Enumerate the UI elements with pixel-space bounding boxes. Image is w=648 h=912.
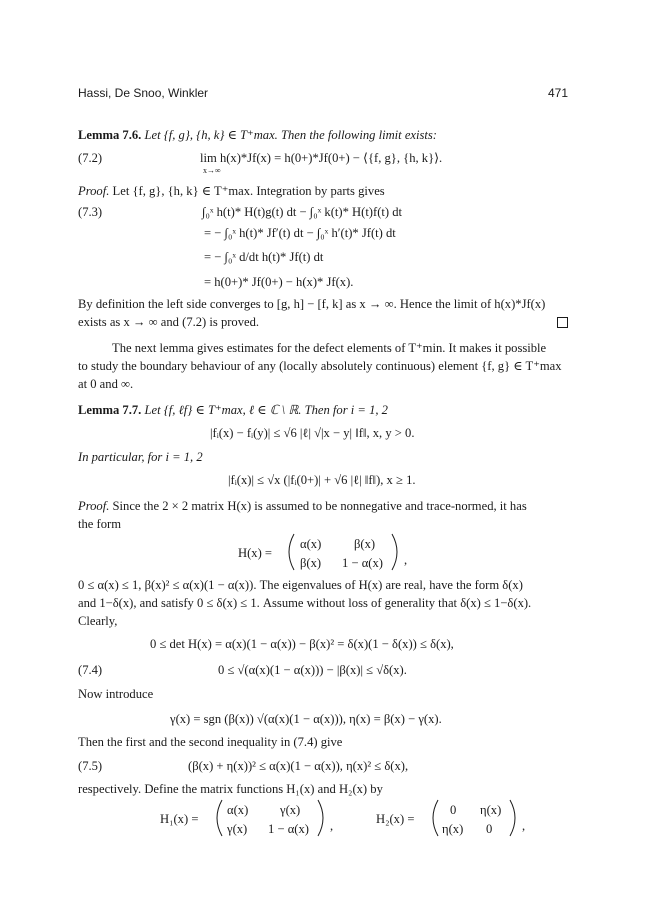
inequality-2: |fᵢ(x)| ≤ √x (|fᵢ(0+)| + √6 |ℓ| ‖f‖), x ≥ 1. [228, 473, 416, 487]
comma: , [330, 819, 334, 833]
right-paren [318, 800, 323, 836]
proof-intro [78, 185, 385, 198]
equation-number: (7.4) [78, 663, 103, 677]
matrix-cell: 0 [486, 822, 493, 836]
lemma-title: Lemma 7.6. [78, 128, 142, 142]
left-paren [433, 800, 438, 836]
running-head-authors: Hassi, De Snoo, Winkler [78, 86, 209, 100]
matrix-lhs: H₂(x) = [376, 812, 415, 826]
det-inequality: 0 ≤ det H(x) = α(x)(1 − α(x)) − β(x)² = δ(x)(1 − δ(x)) ≤ δ(x), [150, 637, 454, 651]
proof-text: Let {f, g}, {h, k} ∈ T⁺max. Integration by parts gives [112, 184, 385, 198]
comma: , [522, 819, 526, 833]
limit-subscript: x→∞ [203, 166, 221, 175]
matrix-cell: 1 − α(x) [342, 556, 383, 570]
lemma-7-7 [78, 404, 388, 417]
comma: , [404, 553, 408, 567]
matrix-lhs: H₁(x) = [160, 812, 199, 826]
paragraph-line-1: The next lemma gives estimates for the defect elements of T⁺min. It makes it possible [112, 341, 547, 355]
gamma-eta-definition: γ(x) = sgn (β(x)) √(α(x)(1 − α(x))), η(x) = β(x) − γ(x). [170, 712, 442, 726]
left-paren [289, 534, 294, 570]
right-paren [510, 800, 515, 836]
left-paren [217, 800, 222, 836]
proof-conclusion-line-2: exists as x → ∞ and (7.2) is proved. [78, 315, 260, 329]
matrix-cell: β(x) [354, 537, 376, 551]
lemma-statement: Let {f, g}, {h, k} ∈ T⁺max. Then the following limit exists: [144, 128, 437, 142]
equation-7-2: lim h(x)*Jf(x) = h(0+)*Jf(0+) − ⟨{f, g}, {h, k}⟩. [200, 151, 443, 165]
equation-number: (7.2) [78, 151, 103, 165]
equation-7-3-line-1: ∫₀ˣ h(t)* H(t)g(t) dt − ∫₀ˣ k(t)* H(t)f(t) dt [202, 205, 403, 219]
equation-number: (7.3) [78, 205, 103, 219]
then-line: Then the first and the second inequality in (7.4) give [78, 735, 343, 749]
now-introduce: Now introduce [78, 687, 154, 701]
proof-7-7-line-1 [78, 500, 527, 513]
matrix-cell: β(x) [300, 556, 322, 570]
proof-conclusion-line-1: By definition the left side converges to [g, h] − [f, k] as x → ∞. Hence the limit of h(x)*Jf(x) [78, 297, 546, 311]
matrix-cell: η(x) [442, 822, 464, 836]
equation-7-3-line-4: = h(0+)* Jf(0+) − h(x)* Jf(x). [204, 275, 354, 289]
matrix-cell: 1 − α(x) [268, 822, 309, 836]
matrix-cell: α(x) [300, 537, 322, 551]
equation-7-4: 0 ≤ √(α(x)(1 − α(x))) − |β(x)| ≤ √δ(x). [218, 663, 407, 677]
proof-7-7-line-a: 0 ≤ α(x) ≤ 1, β(x)² ≤ α(x)(1 − α(x)). The eigenvalues of H(x) are real, have the form δ(x) [78, 578, 523, 592]
lemma-7-6 [78, 129, 437, 142]
matrix-cell: 0 [450, 803, 457, 817]
matrix-cell: η(x) [480, 803, 502, 817]
right-paren [392, 534, 397, 570]
proof-7-7-line-b: and 1−δ(x), and satisfy 0 ≤ δ(x) ≤ 1. Assume without loss of generality that δ(x) ≤ 1−δ(x). [78, 596, 532, 610]
equation-7-5: (β(x) + η(x))² ≤ α(x)(1 − α(x)), η(x)² ≤ δ(x), [188, 759, 409, 773]
proof-label: Proof. [78, 184, 110, 198]
paragraph-line-2: to study the boundary behaviour of any (locally absolutely continuous) element {f, g} ∈ T⁺max [78, 359, 562, 373]
matrix-h2 [376, 796, 536, 840]
lemma-title: Lemma 7.7. [78, 403, 142, 417]
matrix-h1 [160, 796, 360, 840]
matrix-lhs: H(x) = [238, 546, 273, 560]
matrix-cell: γ(x) [227, 822, 248, 836]
matrix-cell: γ(x) [280, 803, 301, 817]
proof-7-7-line-c: Clearly, [78, 614, 118, 628]
paragraph-line-3: at 0 and ∞. [78, 377, 134, 391]
proof-7-7-line-2: the form [78, 517, 122, 531]
in-particular: In particular, for i = 1, 2 [78, 450, 203, 464]
respectively-line: respectively. Define the matrix functions H₁(x) and H₂(x) by [78, 782, 383, 796]
proof-label: Proof. [78, 499, 110, 513]
matrix-cell: α(x) [227, 803, 249, 817]
matrix-h [238, 530, 438, 574]
proof-text: Since the 2 × 2 matrix H(x) is assumed to be nonnegative and trace-normed, it has [112, 499, 527, 513]
lemma-statement: Let {f, ℓf} ∈ T⁺max, ℓ ∈ ℂ \ ℝ. Then for i = 1, 2 [144, 403, 388, 417]
inequality-1: |fᵢ(x) − fᵢ(y)| ≤ √6 |ℓ| √|x − y| ‖f‖, x, y > 0. [210, 426, 415, 440]
equation-7-3-line-2: = − ∫₀ˣ h(t)* Jf′(t) dt − ∫₀ˣ h′(t)* Jf(t) dt [204, 226, 396, 240]
page-number: 471 [548, 86, 569, 100]
equation-number: (7.5) [78, 759, 103, 773]
equation-7-3-line-3: = − ∫₀ˣ d/dt h(t)* Jf(t) dt [204, 250, 324, 264]
qed-box [557, 317, 568, 328]
